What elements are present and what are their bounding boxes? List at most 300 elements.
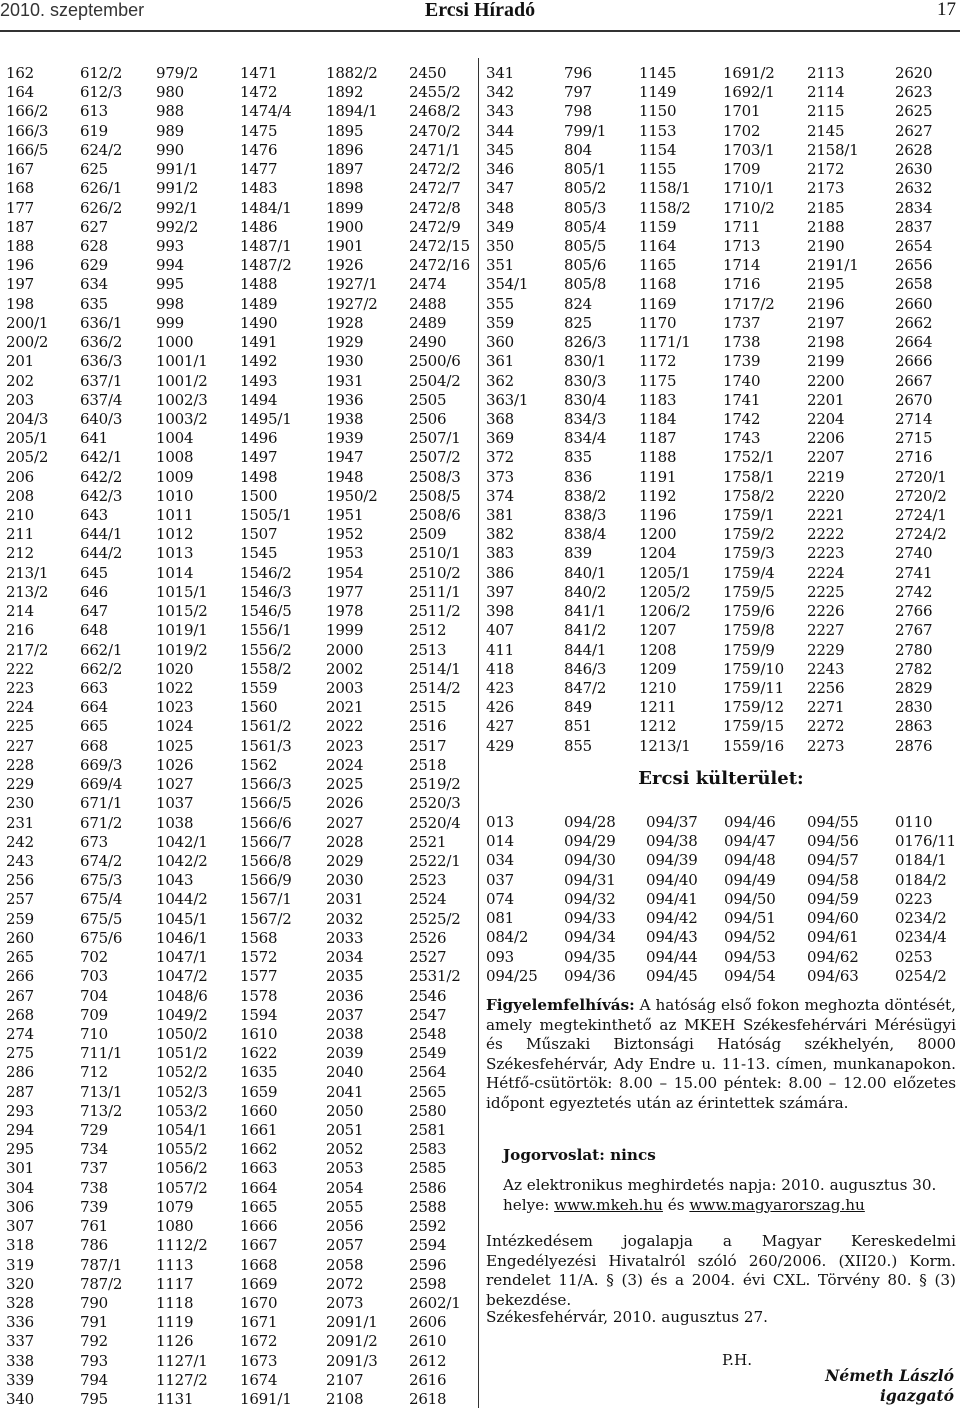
parcel-number: 1568 — [240, 928, 278, 947]
parcel-number: 761 — [80, 1217, 109, 1236]
parcel-number: 804 — [564, 140, 593, 159]
parcel-number: 2201 — [807, 390, 845, 409]
parcel-number: 2072 — [326, 1274, 364, 1293]
parcel-number: 1483 — [240, 179, 278, 198]
parcel-number: 1566/9 — [240, 871, 292, 890]
parcel-number: 2256 — [807, 679, 845, 697]
parcel-number: 1978 — [326, 602, 364, 621]
parcel-number: 734 — [80, 1140, 109, 1159]
parcel-number: 1947 — [326, 448, 364, 467]
parcel-number: 1701 — [723, 102, 761, 121]
parcel-number: 643 — [80, 506, 109, 525]
parcel-number: 2021 — [326, 698, 364, 717]
parcel-number: 709 — [80, 1005, 109, 1024]
parcel-number: 989 — [156, 121, 185, 140]
parcel-number: 2521 — [409, 832, 447, 851]
parcel-number: 094/32 — [564, 889, 616, 908]
notice-label: Figyelemfelhívás: — [486, 996, 635, 1014]
parcel-number: 1709 — [723, 160, 761, 179]
parcel-number: 229 — [6, 775, 35, 794]
parcel-number: 1191 — [639, 467, 677, 486]
parcel-number: 703 — [80, 967, 109, 986]
parcel-number: 1900 — [326, 217, 364, 236]
parcel-number: 2050 — [326, 1101, 364, 1120]
parcel-number: 2472/7 — [409, 179, 461, 198]
parcel-number: 629 — [80, 256, 109, 275]
parcel-number: 1015/1 — [156, 582, 208, 601]
parcel-number: 612/3 — [80, 83, 123, 102]
table-column — [486, 64, 528, 756]
parcel-number: 2058 — [326, 1255, 364, 1274]
parcel-number: 2490 — [409, 333, 447, 352]
parcel-number: 187 — [6, 217, 35, 236]
parcel-number: 1049/2 — [156, 1005, 208, 1024]
parcel-number: 2054 — [326, 1178, 364, 1197]
parcel-number: 1127/1 — [156, 1351, 208, 1370]
parcel-number: 094/61 — [807, 928, 859, 947]
parcel-table-right — [486, 64, 956, 754]
parcel-number: 991/2 — [156, 179, 199, 198]
parcel-number: 372 — [486, 448, 515, 467]
parcel-number: 787/2 — [80, 1274, 123, 1293]
parcel-number: 222 — [6, 659, 35, 678]
parcel-number: 1567/1 — [240, 890, 292, 909]
parcel-number: 2029 — [326, 851, 364, 870]
parcel-number: 348 — [486, 198, 515, 217]
parcel-number: 1674 — [240, 1370, 278, 1389]
parcel-number: 0253 — [895, 947, 933, 966]
parcel-number: 636/1 — [80, 313, 123, 332]
parcel-number: 094/37 — [646, 813, 698, 831]
parcel-number: 2472/16 — [409, 256, 470, 275]
link-mkeh[interactable]: www.mkeh.hu — [554, 1195, 663, 1214]
parcel-number: 2091/2 — [326, 1332, 378, 1351]
parcel-number: 2033 — [326, 928, 364, 947]
parcel-number: 2625 — [895, 102, 933, 121]
parcel-number: 846/3 — [564, 659, 607, 678]
parcel-number: 1184 — [639, 409, 677, 428]
parcel-number: 790 — [80, 1294, 109, 1312]
parcel-number: 227 — [6, 736, 35, 755]
parcel-number: 991/1 — [156, 160, 199, 179]
parcel-number: 1044/2 — [156, 890, 208, 909]
parcel-number: 2829 — [895, 679, 933, 697]
parcel-number: 2660 — [895, 294, 933, 313]
parcel-number: 626/1 — [80, 179, 123, 198]
parcel-number: 2003 — [326, 679, 364, 697]
parcel-number: 793 — [80, 1351, 109, 1370]
parcel-number: 1080 — [156, 1217, 194, 1236]
parcel-number: 2039 — [326, 1044, 364, 1063]
parcel-number: 2714 — [895, 409, 933, 428]
parcel-number: 738 — [80, 1178, 109, 1197]
parcel-number: 1158/1 — [639, 179, 691, 198]
parcel-number: 2470/2 — [409, 121, 461, 140]
parcel-number: 2513 — [409, 640, 447, 659]
parcel-number: 2472/2 — [409, 160, 461, 179]
parcel-number: 855 — [564, 736, 593, 755]
parcel-number: 2002 — [326, 659, 364, 678]
parcel-number: 1558/2 — [240, 659, 292, 678]
parcel-number: 2720/1 — [895, 467, 947, 486]
parcel-number: 2091/3 — [326, 1351, 378, 1370]
parcel-number: 2472/9 — [409, 217, 461, 236]
parcel-number: 210 — [6, 506, 35, 525]
parcel-number: 1759/9 — [723, 640, 775, 659]
parcel-number: 624/2 — [80, 140, 123, 159]
parcel-number: 739 — [80, 1197, 109, 1216]
parcel-number: 339 — [6, 1370, 35, 1389]
parcel-number: 1042/1 — [156, 832, 208, 851]
parcel-number: 2520/3 — [409, 794, 461, 813]
parcel-number: 1013 — [156, 544, 194, 563]
parcel-number: 1045/1 — [156, 909, 208, 928]
parcel-number: 1759/8 — [723, 621, 775, 640]
parcel-number: 2514/2 — [409, 679, 461, 697]
parcel-number: 1488 — [240, 275, 278, 294]
parcel-number: 094/46 — [724, 813, 776, 831]
parcel-number: 1666 — [240, 1217, 278, 1236]
parcel-number: 1154 — [639, 140, 677, 159]
parcel-number: 673 — [80, 832, 109, 851]
parcel-number: 2025 — [326, 775, 364, 794]
parcel-number: 830/1 — [564, 352, 607, 371]
parcel-number: 2658 — [895, 275, 933, 294]
parcel-number: 2720/2 — [895, 486, 947, 505]
parcel-number: 2830 — [895, 698, 933, 717]
parcel-number: 275 — [6, 1044, 35, 1063]
parcel-number: 1895 — [326, 121, 364, 140]
parcel-number: 826/3 — [564, 333, 607, 352]
parcel-number: 094/28 — [564, 813, 616, 831]
table-column — [724, 813, 776, 986]
parcel-number: 094/51 — [724, 909, 776, 928]
parcel-number: 2091/1 — [326, 1313, 378, 1332]
parcel-number: 344 — [486, 121, 515, 140]
parcel-number: 1019/2 — [156, 640, 208, 659]
parcel-number: 2191/1 — [807, 256, 859, 275]
link-magyarorszag[interactable]: www.magyarorszag.hu — [689, 1195, 865, 1214]
parcel-number: 1188 — [639, 448, 677, 467]
parcel-number: 1159 — [639, 217, 677, 236]
parcel-number: 1213/1 — [639, 736, 691, 755]
parcel-number: 1663 — [240, 1159, 278, 1178]
parcel-number: 2272 — [807, 717, 845, 736]
parcel-number: 795 — [80, 1390, 109, 1409]
parcel-number: 668 — [80, 736, 109, 755]
parcel-number: 1150 — [639, 102, 677, 121]
parcel-number: 217/2 — [6, 640, 49, 659]
parcel-number: 206 — [6, 467, 35, 486]
parcel-number: 710 — [80, 1024, 109, 1043]
parcel-number: 081 — [486, 909, 515, 928]
parcel-number: 224 — [6, 698, 35, 717]
parcel-number: 1559/16 — [723, 736, 784, 755]
parcel-number: 1490 — [240, 313, 278, 332]
parcel-number: 196 — [6, 256, 35, 275]
parcel-number: 336 — [6, 1313, 35, 1332]
parcel-number: 1051/2 — [156, 1044, 208, 1063]
parcel-number: 1196 — [639, 506, 677, 525]
parcel-number: 1561/3 — [240, 736, 292, 755]
parcel-number: 1208 — [639, 640, 677, 659]
parcel-number: 200/1 — [6, 313, 49, 332]
parcel-number: 094/58 — [807, 870, 859, 889]
parcel-number: 1738 — [723, 333, 761, 352]
parcel-number: 1936 — [326, 390, 364, 409]
parcel-number: 995 — [156, 275, 185, 294]
parcel-number: 1047/1 — [156, 948, 208, 967]
parcel-number: 1668 — [240, 1255, 278, 1274]
parcel-number: 2519/2 — [409, 775, 461, 794]
parcel-number: 0184/2 — [895, 870, 947, 889]
parcel-number: 2515 — [409, 698, 447, 717]
parcel-number: 1927/2 — [326, 294, 378, 313]
parcel-number: 2221 — [807, 506, 845, 525]
parcel-number: 2472/15 — [409, 236, 470, 255]
parcel-number: 094/41 — [646, 889, 698, 908]
parcel-number: 2113 — [807, 64, 845, 82]
parcel-number: 2206 — [807, 429, 845, 448]
parcel-number: 1053/2 — [156, 1101, 208, 1120]
publication-and: és — [662, 1195, 690, 1214]
parcel-number: 799/1 — [564, 121, 607, 140]
parcel-number: 034 — [486, 851, 515, 870]
parcel-number: 361 — [486, 352, 515, 371]
parcel-number: 1209 — [639, 659, 677, 678]
parcel-number: 2766 — [895, 602, 933, 621]
parcel-number: 2489 — [409, 313, 447, 332]
parcel-number: 1010 — [156, 486, 194, 505]
parcel-number: 286 — [6, 1063, 35, 1082]
parcel-number: 2518 — [409, 755, 447, 774]
publication-place — [503, 1196, 953, 1216]
parcel-number: 307 — [6, 1217, 35, 1236]
parcel-number: 338 — [6, 1351, 35, 1370]
parcel-number: 0223 — [895, 889, 933, 908]
parcel-number: 1567/2 — [240, 909, 292, 928]
parcel-number: 1020 — [156, 659, 194, 678]
parcel-number: 642/1 — [80, 448, 123, 467]
place-date: Székesfehérvár, 2010. augusztus 27. — [486, 1308, 768, 1326]
parcel-number: 786 — [80, 1236, 109, 1255]
parcel-number: 1011 — [156, 506, 194, 525]
parcel-number: 830/3 — [564, 371, 607, 390]
table-column — [6, 64, 48, 1409]
parcel-number: 1577 — [240, 967, 278, 986]
parcel-number: 2455/2 — [409, 83, 461, 102]
parcel-number: 094/47 — [724, 832, 776, 851]
parcel-number: 1758/1 — [723, 467, 775, 486]
parcel-number: 713/1 — [80, 1082, 123, 1101]
parcel-number: 1938 — [326, 409, 364, 428]
parcel-number: 1926 — [326, 256, 364, 275]
parcel-number: 1207 — [639, 621, 677, 640]
parcel-number: 267 — [6, 986, 35, 1005]
parcel-number: 1022 — [156, 679, 194, 697]
parcel-number: 1572 — [240, 948, 278, 967]
parcel-number: 1950/2 — [326, 486, 378, 505]
parcel-number: 645 — [80, 563, 109, 582]
parcel-number: 2190 — [807, 236, 845, 255]
parcel-number: 426 — [486, 698, 515, 717]
parcel-number: 347 — [486, 179, 515, 198]
parcel-number: 625 — [80, 160, 109, 179]
parcel-number: 094/60 — [807, 909, 859, 928]
parcel-number: 1210 — [639, 679, 677, 697]
parcel-number: 1545 — [240, 544, 278, 563]
parcel-number: 1057/2 — [156, 1178, 208, 1197]
parcel-number: 1187 — [639, 429, 677, 448]
parcel-number: 2158/1 — [807, 140, 859, 159]
publication-title: Ercsi Híradó — [424, 0, 536, 21]
parcel-number: 1471 — [240, 64, 278, 82]
parcel-number: 2450 — [409, 64, 447, 82]
table-column — [240, 64, 292, 1409]
parcel-number: 1759/2 — [723, 525, 775, 544]
parcel-number: 628 — [80, 236, 109, 255]
parcel-number: 1999 — [326, 621, 364, 640]
parcel-number: 1896 — [326, 140, 364, 159]
parcel-number: 635 — [80, 294, 109, 313]
parcel-number: 205/2 — [6, 448, 49, 467]
parcel-number: 094/36 — [564, 966, 616, 985]
parcel-number: 713/2 — [80, 1101, 123, 1120]
parcel-number: 265 — [6, 948, 35, 967]
parcel-number: 988 — [156, 102, 185, 121]
parcel-number: 164 — [6, 83, 35, 102]
parcel-number: 825 — [564, 313, 593, 332]
parcel-number: 084/2 — [486, 928, 529, 947]
notice-text: A hatóság első fokon meghozta döntését, amely megtekinthető az MKEH Székesfehérvári Mérésügyi és Műszaki Biztonsági Hatóság székhelyén, 8000 Székesfehérvár, Ady Endre u. 11-13. címen, munkanapokon. Hétfő-csütörtök: 8.00 – 15.00 péntek: 8.00 – 12.00 előzetes időpont egyeztetés után az érintettek számára. — [486, 996, 956, 1112]
parcel-number: 094/40 — [646, 870, 698, 889]
parcel-number: 360 — [486, 333, 515, 352]
parcel-number: 1118 — [156, 1294, 194, 1312]
parcel-number: 094/59 — [807, 889, 859, 908]
parcel-number: 2197 — [807, 313, 845, 332]
parcel-number: 1168 — [639, 275, 677, 294]
parcel-number: 346 — [486, 160, 515, 179]
parcel-number: 640/3 — [80, 409, 123, 428]
parcel-number: 2188 — [807, 217, 845, 236]
parcel-number: 230 — [6, 794, 35, 813]
parcel-number: 211 — [6, 525, 35, 544]
parcel-number: 2488 — [409, 294, 447, 313]
parcel-number: 1752/1 — [723, 448, 775, 467]
parcel-number: 2223 — [807, 544, 845, 563]
parcel-number: 1691/2 — [723, 64, 775, 82]
parcel-number: 1660 — [240, 1101, 278, 1120]
parcel-number: 1486 — [240, 217, 278, 236]
parcel-number: 260 — [6, 928, 35, 947]
parcel-number: 2034 — [326, 948, 364, 967]
parcel-number: 2028 — [326, 832, 364, 851]
parcel-number: 2583 — [409, 1140, 447, 1159]
parcel-number: 1661 — [240, 1121, 278, 1140]
parcel-number: 1046/1 — [156, 928, 208, 947]
parcel-number: 1717/2 — [723, 294, 775, 313]
parcel-number: 712 — [80, 1063, 109, 1082]
table-column — [807, 813, 859, 986]
parcel-number: 998 — [156, 294, 185, 313]
parcel-number: 844/1 — [564, 640, 607, 659]
parcel-number: 162 — [6, 64, 35, 82]
table-column — [639, 64, 691, 756]
parcel-number: 200/2 — [6, 333, 49, 352]
stamp-ph: P.H. — [722, 1351, 753, 1369]
parcel-number: 1578 — [240, 986, 278, 1005]
parcel-number: 369 — [486, 429, 515, 448]
parcel-number: 1025 — [156, 736, 194, 755]
parcel-number: 1015/2 — [156, 602, 208, 621]
parcel-number: 1192 — [639, 486, 677, 505]
parcel-number: 1052/3 — [156, 1082, 208, 1101]
parcel-number: 2224 — [807, 563, 845, 582]
parcel-number: 644/1 — [80, 525, 123, 544]
parcel-number: 1951 — [326, 506, 364, 525]
parcel-number: 2027 — [326, 813, 364, 832]
parcel-number: 2596 — [409, 1255, 447, 1274]
parcel-number: 1014 — [156, 563, 194, 582]
parcel-number: 2662 — [895, 313, 933, 332]
parcel-number: 2656 — [895, 256, 933, 275]
parcel-number: 2517 — [409, 736, 447, 755]
parcel-number: 2172 — [807, 160, 845, 179]
parcel-number: 0110 — [895, 813, 933, 831]
parcel-number: 791 — [80, 1313, 109, 1332]
parcel-number: 1487/1 — [240, 236, 292, 255]
parcel-number: 1175 — [639, 371, 677, 390]
parcel-number: 1759/10 — [723, 659, 784, 678]
parcel-number: 094/34 — [564, 928, 616, 947]
parcel-number: 805/5 — [564, 236, 607, 255]
parcel-number: 1487/2 — [240, 256, 292, 275]
parcel-number: 1172 — [639, 352, 677, 371]
parcel-number: 2271 — [807, 698, 845, 717]
parcel-number: 429 — [486, 736, 515, 755]
parcel-number: 094/57 — [807, 851, 859, 870]
parcel-number: 1740 — [723, 371, 761, 390]
parcel-number: 2506 — [409, 409, 447, 428]
parcel-number: 2716 — [895, 448, 933, 467]
parcel-number: 2565 — [409, 1082, 447, 1101]
parcel-number: 1711 — [723, 217, 761, 236]
parcel-number: 2508/5 — [409, 486, 461, 505]
parcel-number: 2041 — [326, 1082, 364, 1101]
parcel-number: 990 — [156, 140, 185, 159]
parcel-number: 1498 — [240, 467, 278, 486]
parcel-number: 840/1 — [564, 563, 607, 582]
parcel-number: 1659 — [240, 1082, 278, 1101]
parcel-number: 1703/1 — [723, 140, 775, 159]
parcel-number: 737 — [80, 1159, 109, 1178]
table-column — [486, 813, 538, 986]
parcel-number: 2229 — [807, 640, 845, 659]
parcel-number: 094/56 — [807, 832, 859, 851]
parcel-number: 641 — [80, 429, 109, 448]
parcel-number: 1126 — [156, 1332, 194, 1351]
parcel-number: 345 — [486, 140, 515, 159]
parcel-number: 166/2 — [6, 102, 49, 121]
parcel-number: 2620 — [895, 64, 933, 82]
parcel-number: 398 — [486, 602, 515, 621]
parcel-number: 612/2 — [80, 64, 123, 82]
parcel-number: 1670 — [240, 1294, 278, 1312]
parcel-number: 2598 — [409, 1274, 447, 1293]
parcel-number: 382 — [486, 525, 515, 544]
parcel-number: 423 — [486, 679, 515, 697]
parcel-number: 642/3 — [80, 486, 123, 505]
